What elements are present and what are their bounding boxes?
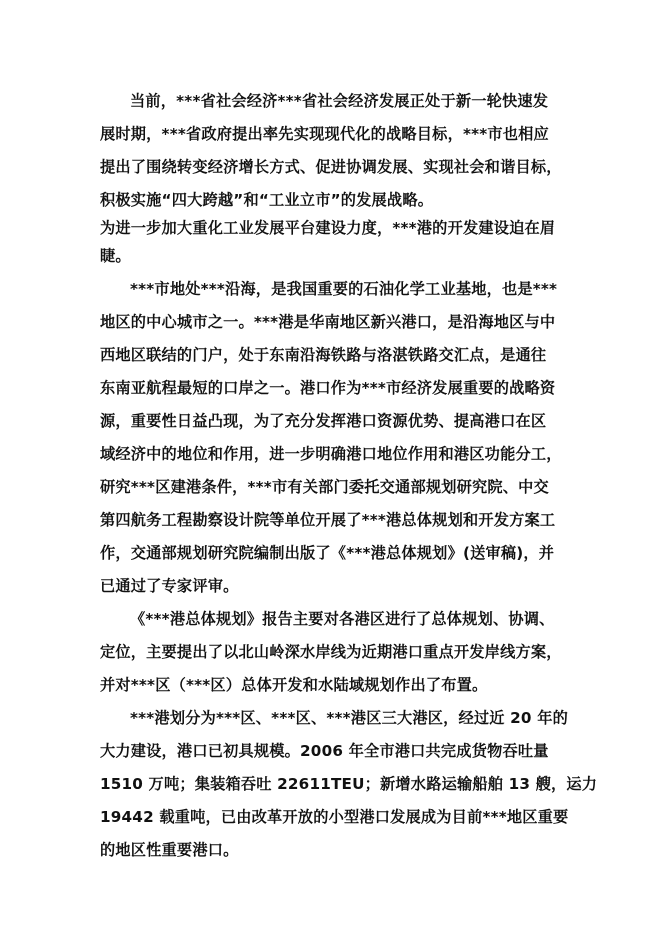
- paragraph-2-line-2: 睫。: [100, 247, 131, 265]
- paragraph-5-line-5: 的地区性重要港口。: [100, 841, 239, 859]
- paragraph-3-line-4: 东南亚航程最短的口岸之一。港口作为***市经济发展重要的战略资: [100, 379, 556, 397]
- paragraph-3-line-7: 研究***区建港条件，***市有关部门委托交通部规划研究院、中交: [100, 478, 549, 496]
- paragraph-2-line-1: 为进一步加大重化工业发展平台建设力度，***港的开发建设迫在眉: [100, 219, 556, 237]
- paragraph-4-line-1: 《***港总体规划》报告主要对各港区进行了总体规划、协调、: [130, 610, 555, 628]
- paragraph-1-line-1: 当前，***省社会经济***省社会经济发展正处于新一轮快速发: [130, 92, 549, 110]
- paragraph-3-line-2: 地区的中心城市之一。***港是华南地区新兴港口，是沿海地区与中: [100, 313, 556, 331]
- paragraph-1-line-2: 展时期，***省政府提出率先实现现代化的战略目标，***市也相应: [100, 125, 549, 143]
- paragraph-3-line-5: 源，重要性日益凸现，为了充分发挥港口资源优势、提高港口在区: [100, 412, 547, 430]
- paragraph-3-line-10: 已通过了专家评审。: [100, 577, 239, 595]
- paragraph-3-line-9: 作，交通部规划研究院编制出版了《***港总体规划》(送审稿)，并: [100, 544, 555, 562]
- paragraph-5-line-4: 19442 载重吨，已由改革开放的小型港口发展成为目前***地区重要: [100, 808, 569, 826]
- paragraph-5-line-3: 1510 万吨；集装箱吞吐 22611TEU；新增水路运输船舶 13 艘，运力: [100, 775, 598, 793]
- paragraph-4-line-3: 并对***区（***区）总体开发和水陆域规划作出了布置。: [100, 676, 488, 694]
- paragraph-3-line-1: ***市地处***沿海，是我国重要的石油化学工业基地，也是***: [130, 280, 558, 298]
- paragraph-1-line-3: 提出了围绕转变经济增长方式、促进协调发展、实现社会和谐目标，: [100, 158, 562, 176]
- paragraph-5-line-1: ***港划分为***区、***区、***港区三大港区，经过近 20 年的: [130, 709, 568, 727]
- paragraph-5-line-2: 大力建设，港口已初具规模。2006 年全市港口共完成货物吞吐量: [100, 742, 549, 760]
- paragraph-4-line-2: 定位，主要提出了以北山岭深水岸线为近期港口重点开发岸线方案，: [100, 643, 562, 661]
- paragraph-3-line-3: 西地区联结的门户，处于东南沿海铁路与洛湛铁路交汇点，是通往: [100, 346, 547, 364]
- paragraph-1-line-4: 积极实施“四大跨越”和“工业立市”的发展战略。: [100, 191, 434, 209]
- paragraph-3-line-8: 第四航务工程勘察设计院等单位开展了***港总体规划和开发方案工: [100, 511, 556, 529]
- paragraph-3-line-6: 域经济中的地位和作用，进一步明确港口地位作用和港区功能分工，: [100, 445, 562, 463]
